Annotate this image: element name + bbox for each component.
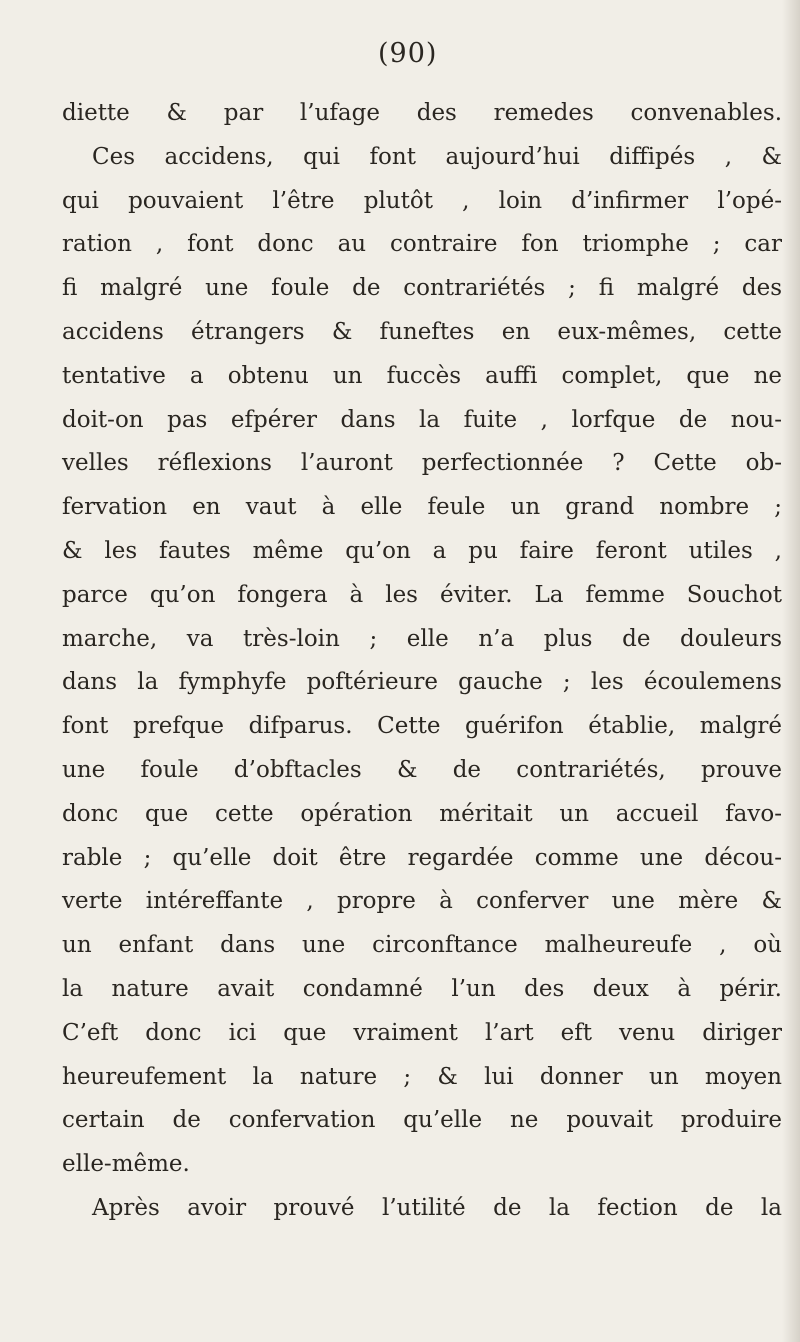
text-line: marche, va très-loin ; elle n’a plus de douleurs [62, 625, 782, 652]
text-line: C’eft donc ici que vraiment l’art eft venu diriger [62, 1019, 782, 1046]
text-line: donc que cette opération méritait un accueil favo- [62, 800, 782, 827]
text-line: velles réflexions l’auront perfectionnée ? Cette ob- [62, 450, 782, 477]
text-line: une foule d’obftacles & de contrariétés, prouve [62, 756, 782, 783]
page-number: (90) [378, 38, 438, 69]
text-line: Après avoir prouvé l’utilité de la fection de la [92, 1194, 782, 1221]
text-line: rable ; qu’elle doit être regardée comme une décou- [62, 844, 782, 871]
text-line: font prefque difparus. Cette guérifon établie, malgré [62, 713, 782, 740]
text-line: tentative a obtenu un fuccès auffi complet, que ne [62, 362, 782, 389]
text-line: la nature avait condamné l’un des deux à périr. [62, 975, 782, 1002]
page-edge-shadow [782, 0, 800, 1342]
text-line: certain de confervation qu’elle ne pouvait produire [62, 1107, 782, 1134]
text-line: diette & par l’ufage des remedes convenables. [62, 100, 782, 126]
text-line: heureufement la nature ; & lui donner un moyen [62, 1063, 782, 1090]
text-line: fi malgré une foule de contrariétés ; fi malgré des [62, 275, 782, 302]
text-line: accidens étrangers & funeftes en eux-mêmes, cette [62, 318, 782, 345]
text-line: dans la fymphyfe poftérieure gauche ; les écoulemens [62, 669, 782, 696]
text-line: elle-même. [62, 1151, 190, 1178]
text-line: doit-on pas efpérer dans la fuite , lorfque de nou- [62, 406, 782, 433]
text-line: un enfant dans une circonftance malheureufe , où [62, 932, 782, 959]
text-line: & les fautes même qu’on a pu faire feront utiles , [62, 537, 782, 564]
body-text [62, 92, 782, 1231]
text-line: qui pouvaient l’être plutôt , loin d’infirmer l’opé- [62, 187, 782, 214]
text-line: Ces accidens, qui font aujourd’hui diffipés , & [92, 143, 782, 170]
text-line: fervation en vaut à elle feule un grand nombre ; [62, 494, 782, 521]
text-line: verte intéreffante , propre à conferver une mère & [62, 888, 782, 915]
text-line: parce qu’on fongera à les éviter. La femme Souchot [62, 581, 782, 608]
text-line: ration , font donc au contraire fon triomphe ; car [62, 231, 782, 258]
